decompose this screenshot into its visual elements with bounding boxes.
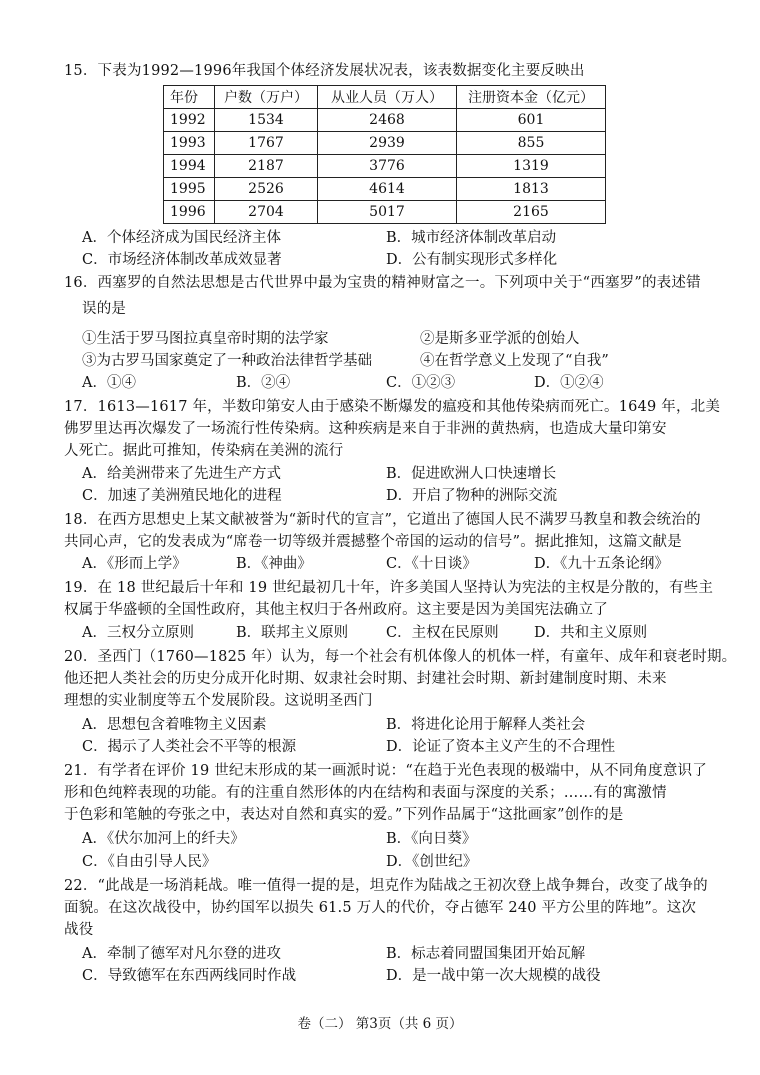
option-a: A．牵制了德军对凡尔登的进攻	[82, 946, 281, 962]
question-17-stem: 17．1613—1617 年，半数印第安人由于感染不断爆发的瘟疫和其他传染病而死亡。1649 年，北美	[64, 399, 721, 415]
data-table	[163, 85, 606, 224]
option-d: D．公有制实现形式多样化	[386, 252, 558, 268]
question-19-stem-cont: 权属于华盛顿的全国性政府，其他主权归于各州政府。这主要是因为美国宪法确立了	[64, 602, 608, 618]
option-d: D．①②④	[534, 375, 604, 391]
question-22-stem-cont: 面貌。在这次战役中，协约国军以损失 61.5 万人的代价，夺占德军 240 平方公里的阵地”。这次	[64, 900, 697, 916]
table-cell: 2165	[457, 201, 606, 224]
statement-item: ②是斯多亚学派的创始人	[420, 331, 580, 347]
option-a: A．思想包含着唯物主义因素	[82, 717, 267, 733]
option-a: A．①④	[82, 375, 136, 391]
option-a: A．《形而上学》	[82, 556, 187, 572]
statement-item: ①生活于罗马图拉真皇帝时期的法学家	[82, 331, 329, 347]
table-header-cell: 年份	[164, 86, 215, 109]
question-22-stem-cont: 战役	[64, 922, 94, 938]
option-d: D．是一战中第一次大规模的战役	[386, 968, 601, 984]
option-a: A．三权分立原则	[82, 625, 194, 641]
question-18-stem-cont: 共同心声，它的发表成为“席卷一切等级并震撼整个帝国的运动的信号”。据此推知，这篇文献是	[64, 534, 682, 550]
question-20-stem-cont: 理想的实业制度等五个发展阶段。这说明圣西门	[64, 693, 373, 709]
table-cell: 855	[457, 132, 606, 155]
option-b: B．城市经济体制改革启动	[386, 230, 557, 246]
table-header-row	[164, 86, 606, 109]
table-cell: 4614	[318, 178, 457, 201]
statement-item: ③为古罗马国家奠定了一种政治法律哲学基础	[82, 353, 372, 369]
question-21-stem: 21．有学者在评价 19 世纪末形成的某一画派时说：“在趋于光色表现的极端中，从不同角度意识了	[64, 763, 707, 779]
option-a: A．《伏尔加河上的纤夫》	[82, 831, 245, 847]
page-footer: 卷（二） 第3页（共 6 页）	[297, 1016, 463, 1032]
option-d: D．论证了资本主义产生的不合理性	[386, 739, 616, 755]
table-cell: 2939	[318, 132, 457, 155]
question-17-stem-cont: 人死亡。据此可推知，传染病在美洲的流行	[64, 443, 344, 459]
table-cell: 2468	[318, 109, 457, 132]
question-20-stem-cont: 他还把人类社会的历史分成开化时期、奴隶社会时期、封建社会时期、新封建制度时期、未来	[64, 671, 667, 687]
question-19-stem: 19．在 18 世纪最后十年和 19 世纪最初几十年，许多美国人坚持认为宪法的主权是分散的，有些主	[64, 580, 714, 596]
option-a: A．给美洲带来了先进生产方式	[82, 466, 281, 482]
question-16-stem-cont: 误的是	[82, 301, 127, 317]
question-18-stem: 18．在西方思想史上某文献被誉为“新时代的宣言”，它道出了德国人民不满罗马教皇和教会统治的	[64, 512, 701, 528]
table-cell: 2526	[215, 178, 318, 201]
table-cell: 2187	[215, 155, 318, 178]
option-c: C．《自由引导人民》	[82, 854, 217, 870]
question-22-stem: 22．“此战是一场消耗战。唯一值得一提的是，坦克作为陆战之王初次登上战争舞台，改变了战争的	[64, 878, 708, 894]
option-d: D．共和主义原则	[534, 625, 648, 641]
option-b: B．联邦主义原则	[236, 625, 349, 641]
option-b: B．将进化论用于解释人类社会	[386, 717, 586, 733]
option-d: D．《创世纪》	[386, 854, 478, 870]
table-cell: 1534	[215, 109, 318, 132]
option-c: C．导致德军在东西两线同时作战	[82, 968, 297, 984]
question-21-stem-cont: 形和色纯粹表现的功能。有的注重自然形体的内在结构和表面与深度的关系；……有的寓激情	[64, 785, 667, 801]
option-a: A．个体经济成为国民经济主体	[82, 230, 281, 246]
option-d: D．开启了物种的洲际交流	[386, 488, 558, 504]
table-row	[164, 201, 606, 224]
table-cell: 1995	[164, 178, 215, 201]
table-cell: 1767	[215, 132, 318, 155]
table-header-cell: 注册资本金（亿元）	[457, 86, 606, 109]
table-cell: 1994	[164, 155, 215, 178]
table-header-cell: 户数（万户）	[215, 86, 318, 109]
table-cell: 5017	[318, 201, 457, 224]
option-c: C．主权在民原则	[386, 625, 499, 641]
table-cell: 3776	[318, 155, 457, 178]
option-b: B．标志着同盟国集团开始瓦解	[386, 946, 586, 962]
question-15-stem: 15．下表为1992—1996年我国个体经济发展状况表，该表数据变化主要反映出	[64, 63, 585, 79]
option-c: C．①②③	[386, 375, 456, 391]
table-row	[164, 109, 606, 132]
table-row	[164, 178, 606, 201]
table-cell: 1993	[164, 132, 215, 155]
table-cell: 1319	[457, 155, 606, 178]
option-b: B．《向日葵》	[386, 831, 477, 847]
option-d: D．《九十五条论纲》	[534, 556, 669, 572]
option-b: B．②④	[236, 375, 291, 391]
table-cell: 1996	[164, 201, 215, 224]
option-c: C．《十日谈》	[386, 556, 477, 572]
question-17-stem-cont: 佛罗里达再次爆发了一场流行性传染病。这种疾病是来自于非洲的黄热病，也造成大量印第安	[64, 421, 667, 437]
option-b: B．《神曲》	[236, 556, 312, 572]
question-16-stem: 16．西塞罗的自然法思想是古代世界中最为宝贵的精神财富之一。下列项中关于“西塞罗”的表述错	[64, 275, 701, 291]
question-21-stem-cont: 于色彩和笔触的夸张之中，表达对自然和真实的爱。”下列作品属于“这批画家”创作的是	[64, 807, 624, 823]
question-20-stem: 20．圣西门（1760—1825 年）认为，每一个社会有机体像人的机体一样，有童年、成年和衰老时期。	[64, 649, 737, 665]
table-header-cell: 从业人员（万人）	[318, 86, 457, 109]
table-row	[164, 155, 606, 178]
statement-item: ④在哲学意义上发现了“自我”	[420, 353, 609, 369]
option-c: C．市场经济体制改革成效显著	[82, 252, 282, 268]
table-cell: 2704	[215, 201, 318, 224]
option-c: C．揭示了人类社会不平等的根源	[82, 739, 297, 755]
table-cell: 1992	[164, 109, 215, 132]
option-b: B．促进欧洲人口快速增长	[386, 466, 557, 482]
table-cell: 601	[457, 109, 606, 132]
option-c: C．加速了美洲殖民地化的进程	[82, 488, 282, 504]
table-cell: 1813	[457, 178, 606, 201]
table-row	[164, 132, 606, 155]
